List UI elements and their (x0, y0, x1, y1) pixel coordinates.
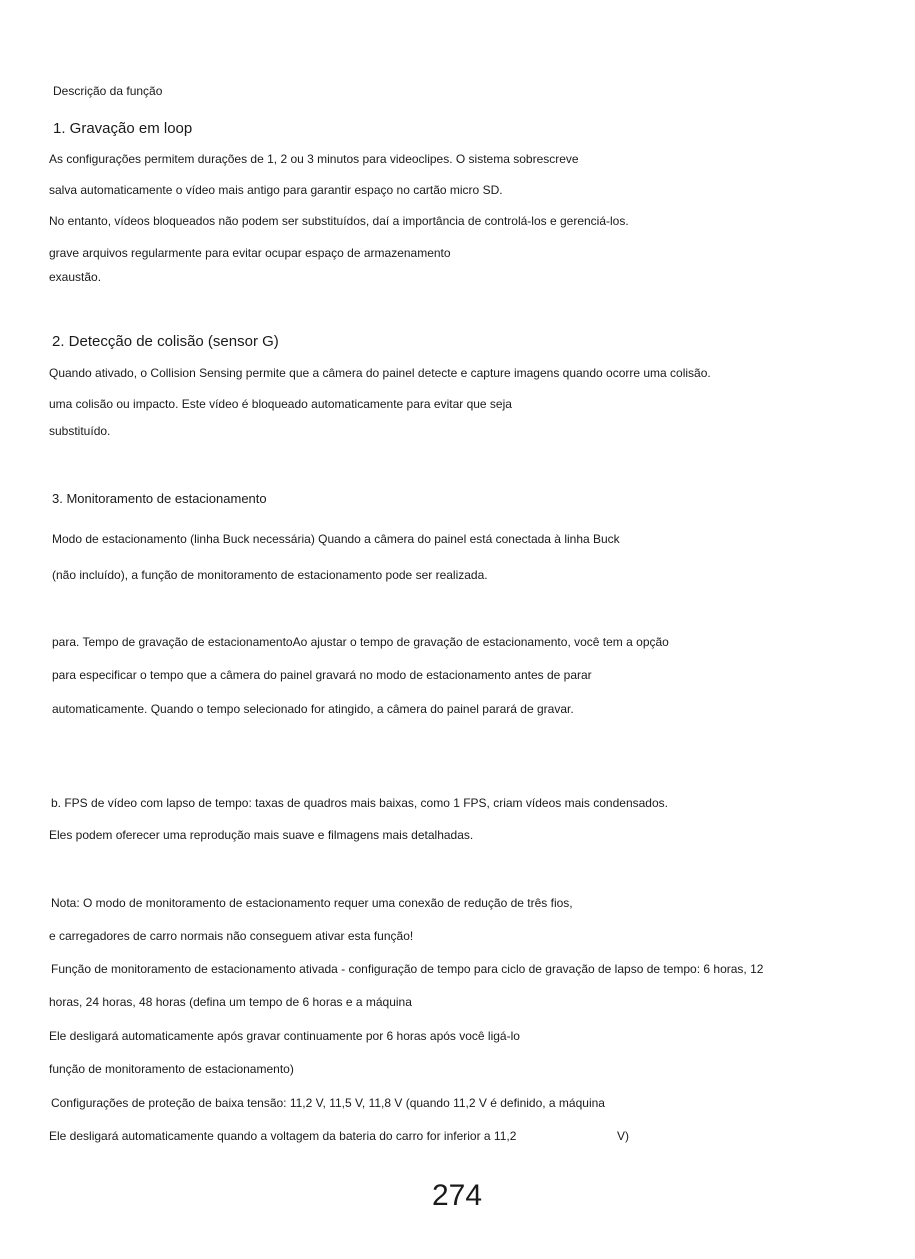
paragraph-line: Função de monitoramento de estacionamento ativada - configuração de tempo para ciclo de gravação de lapso de tempo: 6 horas, 12 (51, 962, 764, 976)
paragraph-line: (não incluído), a função de monitoramento de estacionamento pode ser realizada. (52, 568, 488, 582)
paragraph-line: automaticamente. Quando o tempo selecionado for atingido, a câmera do painel parará de gravar. (52, 702, 574, 716)
page-header-label: Descrição da função (53, 84, 163, 98)
paragraph-line: e carregadores de carro normais não conseguem ativar esta função! (49, 929, 414, 943)
section-heading-collision-detection: 2. Detecção de colisão (sensor G) (52, 333, 279, 350)
paragraph-line: salva automaticamente o vídeo mais antigo para garantir espaço no cartão micro SD. (49, 183, 503, 197)
section-heading-loop-recording: 1. Gravação em loop (53, 120, 193, 137)
paragraph-line: Quando ativado, o Collision Sensing permite que a câmera do painel detecte e capture imagens quando ocorre uma colisão. (49, 366, 711, 380)
paragraph-line: para especificar o tempo que a câmera do painel gravará no modo de estacionamento antes de parar (52, 668, 592, 682)
section-heading-parking-monitoring: 3. Monitoramento de estacionamento (52, 491, 267, 506)
paragraph-line: uma colisão ou impacto. Este vídeo é bloqueado automaticamente para evitar que seja (49, 397, 512, 411)
paragraph-line: Nota: O modo de monitoramento de estacionamento requer uma conexão de redução de três fios, (51, 896, 573, 910)
paragraph-line: para. Tempo de gravação de estacionamentoAo ajustar o tempo de gravação de estacionamento, você tem a opção (52, 635, 669, 649)
paragraph-line: grave arquivos regularmente para evitar ocupar espaço de armazenamento (49, 246, 451, 260)
paragraph-line: Eles podem oferecer uma reprodução mais suave e filmagens mais detalhadas. (49, 828, 474, 842)
paragraph-line: horas, 24 horas, 48 horas (defina um tempo de 6 horas e a máquina (49, 995, 412, 1009)
paragraph-line: Modo de estacionamento (linha Buck necessária) Quando a câmera do painel está conectada à linha Buck (52, 532, 620, 546)
paragraph-line: No entanto, vídeos bloqueados não podem ser substituídos, daí a importância de controlá-los e gerenciá-los. (49, 214, 629, 228)
paragraph-line: Ele desligará automaticamente após gravar continuamente por 6 horas após você ligá-lo (49, 1029, 520, 1043)
paragraph-line: Ele desligará automaticamente quando a voltagem da bateria do carro for inferior a 11,2 (49, 1129, 517, 1143)
paragraph-line: b. FPS de vídeo com lapso de tempo: taxas de quadros mais baixas, como 1 FPS, criam vídeos mais condensados. (51, 796, 668, 810)
paragraph-line: Configurações de proteção de baixa tensão: 11,2 V, 11,5 V, 11,8 V (quando 11,2 V é definido, a máquina (51, 1096, 605, 1110)
paragraph-line: substituído. (49, 424, 111, 438)
paragraph-line: função de monitoramento de estacionamento) (49, 1062, 294, 1076)
paragraph-line-unit: V) (617, 1129, 629, 1143)
paragraph-line: exaustão. (49, 270, 102, 284)
page-number: 274 (432, 1179, 483, 1212)
paragraph-line: As configurações permitem durações de 1, 2 ou 3 minutos para videoclipes. O sistema sobrescreve (49, 152, 579, 166)
